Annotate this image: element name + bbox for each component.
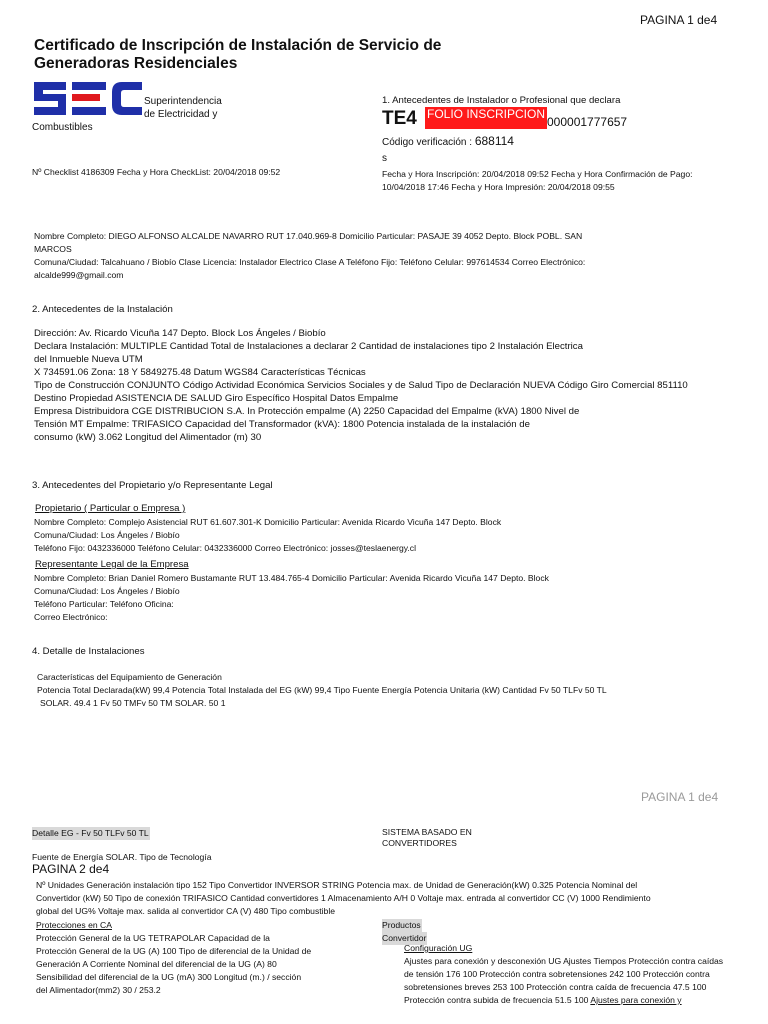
config-line: sobretensiones breves 253 100 Protección contra caída de frecuencia 47.5 100 — [404, 982, 707, 992]
equipment-heading: Características del Equipamiento de Generación — [37, 672, 222, 682]
sec-logo-graphic — [32, 80, 144, 118]
protections-heading: Protecciones en CA — [36, 920, 112, 930]
installation-line: Destino Propiedad ASISTENCIA DE SALUD Giro Específico Hospital Datos Empalme — [34, 393, 399, 404]
installer-info — [34, 230, 585, 282]
title-line-1: Certificado de Inscripción de Instalación de Servicio de — [34, 37, 442, 54]
dates-info — [382, 168, 693, 194]
protections-line: del Alimentador(mm2) 30 / 253.2 — [36, 985, 161, 995]
protections-line: Generación A Corriente Nominal del diferencial de la UG (A) 80 — [36, 959, 277, 969]
installer-line-4: alcalde999@gmail.com — [34, 270, 124, 280]
installer-line-1: Nombre Completo: DIEGO ALFONSO ALCALDE NAVARRO RUT 17.040.969-8 Domicilio Particular: PASAJE 39 4052 Depto. Block POBL. SAN — [34, 231, 583, 241]
owner-heading: Propietario ( Particular o Empresa ) — [35, 503, 186, 514]
title-line-2: Generadoras Residenciales — [34, 55, 238, 72]
protections-line: Protección General de la UG TETRAPOLAR Capacidad de la — [36, 933, 270, 943]
owner-info — [34, 516, 501, 555]
system-line-1: SISTEMA BASADO EN — [382, 827, 472, 837]
config-last-text: Protección contra subida de frecuencia 51.5 100 — [404, 995, 589, 1005]
equipment-details — [37, 684, 607, 710]
installer-line-2: MARCOS — [34, 244, 72, 254]
installation-line: del Inmueble Nueva UTM — [34, 354, 143, 365]
equipment-line: Potencia Total Declarada(kW) 99,4 Potencia Total Instalada del EG (kW) 99,4 Tipo Fuente Energía Potencia Unitaria (kW) Cantidad Fv 50 TLFv 50 TL — [37, 685, 607, 695]
checklist-info: Nº Checklist 4186309 Fecha y Hora CheckList: 20/04/2018 09:52 — [32, 167, 281, 177]
config-link: Ajustes para conexión y — [590, 995, 682, 1005]
document-title — [34, 37, 494, 73]
energy-source: Fuente de Energía SOLAR. Tipo de Tecnología — [32, 852, 212, 862]
protections-info — [36, 932, 311, 997]
representative-info — [34, 572, 549, 624]
page-1-footer: PAGINA 1 de4 — [641, 790, 719, 804]
agency-line-1: Superintendencia — [144, 96, 222, 107]
installation-line: consumo (kW) 3.062 Longitud del Alimentador (m) 30 — [34, 432, 262, 443]
config-line: Ajustes para conexión y desconexión UG Ajustes Tiempos Protección contra caídas — [404, 956, 724, 966]
agency-line-2: de Electricidad y — [144, 109, 218, 120]
folio-number: 000001777657 — [547, 115, 628, 129]
section-4-title: 4. Detalle de Instalaciones — [32, 646, 145, 657]
products-label: Productos — [382, 920, 421, 930]
dates-line-2: 10/04/2018 17:46 Fecha y Hora Impresión: 20/04/2018 09:55 — [382, 182, 615, 192]
converter-label: Convertidor — [382, 933, 427, 943]
generation-line: global del UG% Voltaje max. salida al convertidor CA (V) 480 Tipo combustible — [36, 906, 336, 916]
agency-line-3: Combustibles — [32, 122, 93, 133]
section-1-title: 1. Antecedentes de Instalador o Profesional que declara — [382, 95, 621, 106]
representative-line: Correo Electrónico: — [34, 612, 108, 622]
installation-line: Dirección: Av. Ricardo Vicuña 147 Depto. Block Los Ángeles / Biobío — [34, 328, 326, 339]
config-heading: Configuración UG — [404, 943, 473, 953]
installation-line: Empresa Distribuidora CGE DISTRIBUCION S.A. In Protección empalme (A) 2250 Capacidad del Empalme (kVA) 1800 Nivel de — [34, 406, 580, 417]
section-3-title: 3. Antecedentes del Propietario y/o Representante Legal — [32, 480, 273, 491]
representative-line: Comuna/Ciudad: Los Ángeles / Biobío — [34, 586, 180, 596]
sec-logo — [32, 80, 144, 118]
representative-heading: Representante Legal de la Empresa — [35, 559, 189, 570]
config-line: de tensión 176 100 Protección contra sobretensiones 242 100 Protección contra — [404, 969, 710, 979]
owner-line: Nombre Completo: Complejo Asistencial RUT 61.607.301-K Domicilio Particular: Avenida Ricardo Vicuña 147 Depto. Block — [34, 517, 502, 527]
form-code: TE4 — [382, 108, 417, 129]
installer-line-3: Comuna/Ciudad: Talcahuano / Biobío Clase Licencia: Instalador Electrico Clase A Teléfono Fijo: Teléfono Celular: 997614534 Correo Electrónico: — [34, 257, 586, 267]
verification — [382, 134, 514, 148]
config-line-last — [404, 994, 723, 1007]
dates-line-1: Fecha y Hora Inscripción: 20/04/2018 09:52 Fecha y Hora Confirmación de Pago: — [382, 169, 693, 179]
generation-line: Nº Unidades Generación instalación tipo 152 Tipo Convertidor INVERSOR STRING Potencia max. de Unidad de Generación(kW) 0.325 Potencia Nominal del — [36, 880, 638, 890]
verification-label: Código verificación : — [382, 137, 473, 148]
owner-line: Teléfono Fijo: 0432336000 Teléfono Celular: 0432336000 Correo Electrónico: josses@teslaenergy.cl — [34, 543, 416, 553]
folio-badge: FOLIO INSCRIPCION — [425, 107, 547, 129]
installation-line: Declara Instalación: MULTIPLE Cantidad Total de Instalaciones a declarar 2 Cantidad de instalaciones tipo 2 Instalación Electrica — [34, 341, 583, 352]
agency-name — [144, 95, 222, 121]
representative-line: Nombre Completo: Brian Daniel Romero Bustamante RUT 13.484.765-4 Domicilio Particular: Avenida Ricardo Vicuña 147 Depto. Block — [34, 573, 549, 583]
generation-line: Convertidor (kW) 50 Tipo de conexión TRIFASICO Cantidad convertidores 1 Almacenamiento A/H 0 Voltaje max. entrada al convertidor CC (V) 1000 Rendimiento — [36, 893, 651, 903]
generation-units — [36, 879, 651, 918]
owner-line: Comuna/Ciudad: Los Ángeles / Biobío — [34, 530, 180, 540]
detail-eg-label: Detalle EG - Fv 50 TLFv 50 TL — [32, 828, 149, 838]
equipment-line: SOLAR. 49.4 1 Fv 50 TMFv 50 TM SOLAR. 50 1 — [40, 698, 226, 708]
page-2-indicator: PAGINA 2 de4 — [32, 862, 110, 876]
protections-line: Sensibilidad del diferencial de la UG (mA) 300 Longitud (m.) / sección — [36, 972, 302, 982]
protections-line: Protección General de la UG (A) 100 Tipo de diferencial de la Unidad de — [36, 946, 312, 956]
config-info — [404, 955, 723, 1007]
section-2-title: 2. Antecedentes de la Instalación — [32, 304, 173, 315]
installation-line: Tensión MT Empalme: TRIFASICO Capacidad del Transformador (kVA): 1800 Potencia instalada de la instalación de — [34, 419, 530, 430]
page-indicator: PAGINA 1 de4 — [640, 13, 718, 27]
verification-code: 688114 — [474, 134, 514, 148]
system-type — [382, 827, 472, 849]
installation-line: X 734591.06 Zona: 18 Y 5849275.48 Datum WGS84 Características Técnicas — [34, 367, 366, 378]
stray-letter: s — [382, 153, 387, 164]
installation-details — [34, 327, 688, 444]
installation-line: Tipo de Construcción CONJUNTO Código Actividad Económica Servicios Sociales y de Salud Tipo de Declaración NUEVA Código Giro Comercial 851110 — [34, 380, 688, 391]
system-line-2: CONVERTIDORES — [382, 838, 457, 848]
representative-line: Teléfono Particular: Teléfono Oficina: — [34, 599, 174, 609]
